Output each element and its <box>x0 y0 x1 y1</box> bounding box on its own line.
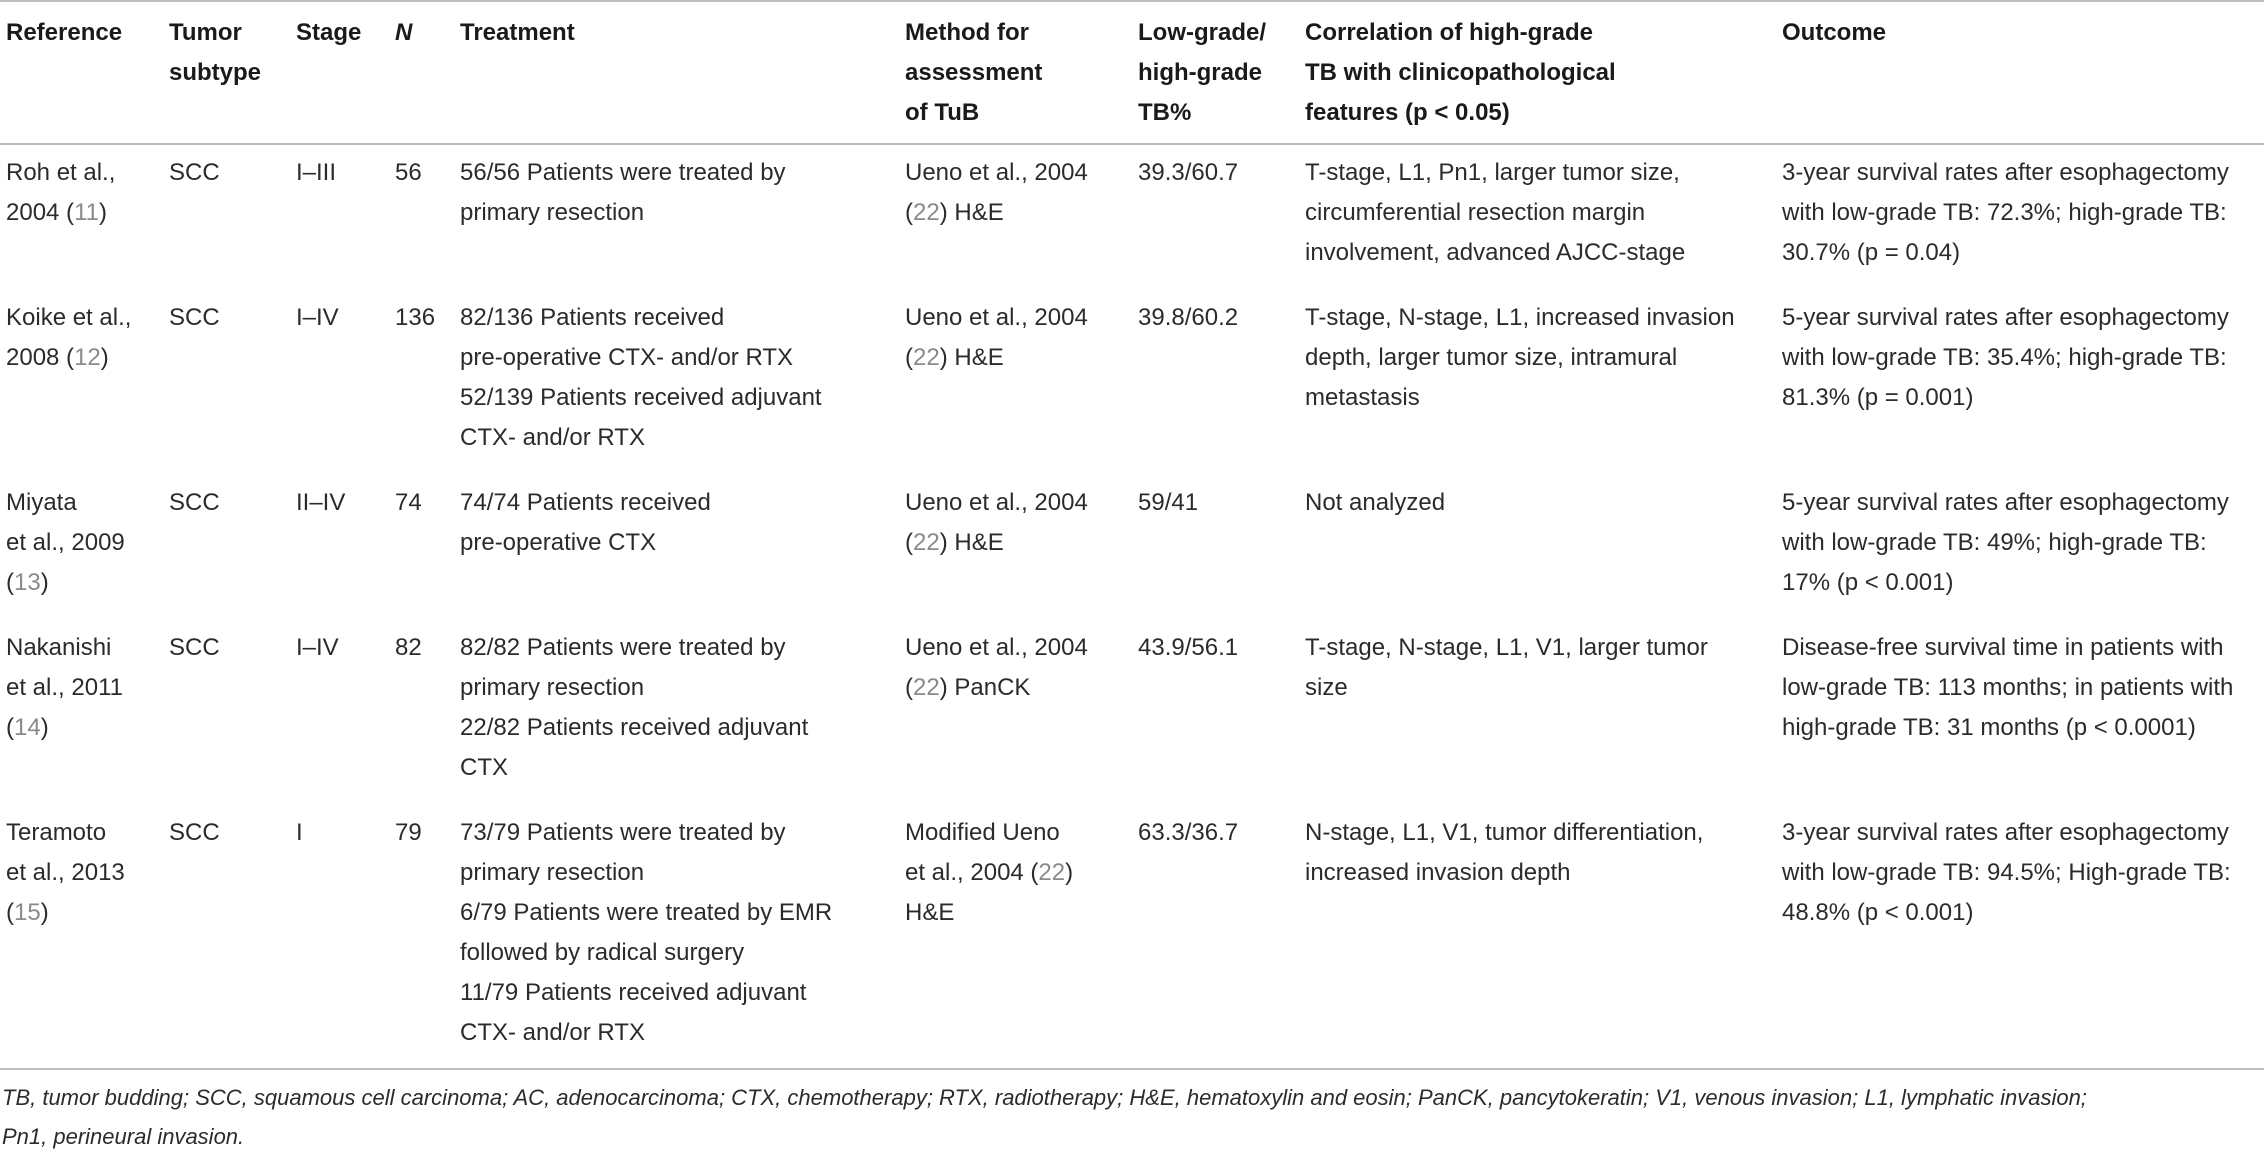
method-suffix: ) H&E <box>939 529 1004 556</box>
table-row <box>0 805 2264 1069</box>
stage-text: I–IV <box>296 634 339 661</box>
cell-n <box>389 805 454 1069</box>
cell-outcome <box>1776 620 2264 805</box>
cell-reference <box>0 475 163 620</box>
low-high-text: 39.3/60.7 <box>1138 159 1239 186</box>
cell-correlation <box>1299 475 1776 620</box>
outcome-line: with low-grade TB: 35.4%; high-grade TB: <box>1782 344 2227 371</box>
reference-line <box>6 708 157 748</box>
reference-text: ( <box>6 899 14 926</box>
treatment-line: pre-operative CTX <box>460 529 657 556</box>
outcome-line: 5-year survival rates after esophagectomy <box>1782 304 2229 331</box>
method-line: Ueno et al., 2004 <box>905 304 1088 331</box>
header-reference-label: Reference <box>6 19 123 46</box>
header-correlation-line: Correlation of high-grade <box>1305 19 1593 46</box>
cell-n <box>389 620 454 805</box>
header-stage <box>290 1 389 144</box>
outcome-line: 3-year survival rates after esophagectomy <box>1782 819 2229 846</box>
stage-text: I <box>296 819 303 846</box>
reference-line: et al., 2011 <box>6 674 123 701</box>
n-text: 82 <box>395 634 422 661</box>
cell-n <box>389 475 454 620</box>
reference-text: ( <box>6 714 14 741</box>
outcome-line: with low-grade TB: 72.3%; high-grade TB: <box>1782 199 2227 226</box>
cell-low-high <box>1132 620 1299 805</box>
reference-line: Nakanishi <box>6 634 112 661</box>
reference-close: ) <box>40 899 49 926</box>
reference-line <box>6 563 157 603</box>
cell-correlation <box>1299 290 1776 475</box>
cell-treatment <box>454 620 899 805</box>
method-line: H&E <box>905 899 955 926</box>
cell-subtype <box>163 290 290 475</box>
outcome-line: 81.3% (p = 0.001) <box>1782 384 1974 411</box>
method-line: (22) H&E <box>905 529 1004 556</box>
outcome-line: 3-year survival rates after esophagectomy <box>1782 159 2229 186</box>
cell-correlation <box>1299 805 1776 1069</box>
stage-text: I–IV <box>296 304 339 331</box>
cell-treatment <box>454 805 899 1069</box>
outcome-line: 5-year survival rates after esophagectomy <box>1782 489 2229 516</box>
cell-stage <box>290 805 389 1069</box>
header-outcome-label: Outcome <box>1782 19 1887 46</box>
subtype-text: SCC <box>169 489 220 516</box>
subtype-text: SCC <box>169 819 220 846</box>
low-high-text: 63.3/36.7 <box>1138 819 1239 846</box>
cell-correlation <box>1299 144 1776 290</box>
method-line: (22) H&E <box>905 199 1004 226</box>
n-text: 74 <box>395 489 422 516</box>
outcome-line: 30.7% (p = 0.04) <box>1782 239 1961 266</box>
correlation-line: increased invasion depth <box>1305 859 1571 886</box>
reference-line: et al., 2013 <box>6 859 125 886</box>
correlation-line: T-stage, L1, Pn1, larger tumor size, <box>1305 159 1680 186</box>
method-line <box>905 853 1126 893</box>
cell-outcome <box>1776 290 2264 475</box>
stage-text: I–III <box>296 159 337 186</box>
citation-number[interactable]: 12 <box>74 344 101 371</box>
header-method-line: of TuB <box>905 99 980 126</box>
cell-reference <box>0 290 163 475</box>
table-row <box>0 290 2264 475</box>
n-text: 79 <box>395 819 422 846</box>
reference-text: 2008 ( <box>6 344 75 371</box>
citation-number[interactable]: 22 <box>913 674 940 701</box>
cell-method <box>899 144 1132 290</box>
method-text: et al., 2004 ( <box>905 859 1039 886</box>
low-high-text: 39.8/60.2 <box>1138 304 1239 331</box>
cell-method <box>899 805 1132 1069</box>
n-text: 56 <box>395 159 422 186</box>
cell-correlation <box>1299 620 1776 805</box>
method-line: Modified Ueno <box>905 819 1060 846</box>
reference-line: et al., 2009 <box>6 529 125 556</box>
correlation-line: T-stage, N-stage, L1, V1, larger tumor <box>1305 634 1708 661</box>
cell-reference <box>0 144 163 290</box>
cell-stage <box>290 475 389 620</box>
treatment-line: 73/79 Patients were treated by <box>460 819 786 846</box>
correlation-line: metastasis <box>1305 384 1420 411</box>
header-method-line: assessment <box>905 59 1043 86</box>
treatment-line: primary resection <box>460 674 645 701</box>
table-header <box>0 1 2264 144</box>
treatment-line: 82/82 Patients were treated by <box>460 634 786 661</box>
stage-text: II–IV <box>296 489 346 516</box>
correlation-line: depth, larger tumor size, intramural <box>1305 344 1678 371</box>
cell-method <box>899 620 1132 805</box>
header-low-high-line: TB% <box>1138 99 1192 126</box>
header-low-high-line: Low-grade/ <box>1138 19 1267 46</box>
footnote-line: TB, tumor budding; SCC, squamous cell carcinoma; AC, adenocarcinoma; CTX, chemotherapy; RTX, radiotherapy; H&E, hematoxylin and eosin; PanCK, pancytokeratin; V1, venous invasion; L1, lymphatic invasion; <box>2 1085 2087 1110</box>
cell-n <box>389 290 454 475</box>
treatment-line: primary resection <box>460 859 645 886</box>
cell-subtype <box>163 475 290 620</box>
header-reference <box>0 1 163 144</box>
outcome-line: 48.8% (p < 0.001) <box>1782 899 1974 926</box>
reference-line: Koike et al., <box>6 304 132 331</box>
citation-number[interactable]: 11 <box>74 199 99 226</box>
header-method <box>899 1 1132 144</box>
reference-close: ) <box>40 714 49 741</box>
footnote-line: Pn1, perineural invasion. <box>2 1124 245 1149</box>
cell-reference <box>0 620 163 805</box>
cell-treatment <box>454 475 899 620</box>
cell-low-high <box>1132 290 1299 475</box>
table-body <box>0 144 2264 1069</box>
header-method-line: Method for <box>905 19 1029 46</box>
method-suffix: ) PanCK <box>939 674 1031 701</box>
citation-number[interactable]: 22 <box>913 529 940 556</box>
method-line: Ueno et al., 2004 <box>905 159 1088 186</box>
reference-line: Roh et al., <box>6 159 116 186</box>
cell-stage <box>290 144 389 290</box>
outcome-line: 17% (p < 0.001) <box>1782 569 1954 596</box>
correlation-line: Not analyzed <box>1305 489 1446 516</box>
citation-number[interactable]: 13 <box>14 569 41 596</box>
header-tumor-subtype <box>163 1 290 144</box>
reference-text: 2004 ( <box>6 199 75 226</box>
header-stage-label: Stage <box>296 19 362 46</box>
treatment-line: 56/56 Patients were treated by <box>460 159 786 186</box>
treatment-line: 74/74 Patients received <box>460 489 711 516</box>
reference-line: Miyata <box>6 489 77 516</box>
treatment-line: CTX- and/or RTX <box>460 424 645 451</box>
treatment-line: primary resection <box>460 199 645 226</box>
cell-low-high <box>1132 805 1299 1069</box>
treatment-line: CTX <box>460 754 508 781</box>
correlation-line: circumferential resection margin <box>1305 199 1646 226</box>
table-row <box>0 475 2264 620</box>
reference-close: ) <box>98 199 107 226</box>
cell-low-high <box>1132 144 1299 290</box>
cell-method <box>899 290 1132 475</box>
cell-outcome <box>1776 144 2264 290</box>
treatment-line: 6/79 Patients were treated by EMR <box>460 899 833 926</box>
header-treatment-label: Treatment <box>460 19 575 46</box>
header-outcome <box>1776 1 2264 144</box>
header-correlation <box>1299 1 1776 144</box>
correlation-line: N-stage, L1, V1, tumor differentiation, <box>1305 819 1704 846</box>
header-n <box>389 1 454 144</box>
cell-outcome <box>1776 475 2264 620</box>
cell-stage <box>290 290 389 475</box>
cell-method <box>899 475 1132 620</box>
cell-outcome <box>1776 805 2264 1069</box>
low-high-text: 43.9/56.1 <box>1138 634 1239 661</box>
reference-text: ( <box>6 569 14 596</box>
table-footnote <box>0 1070 2264 1156</box>
header-n-label: N <box>395 19 413 46</box>
citation-number[interactable]: 22 <box>1038 859 1066 886</box>
outcome-line: low-grade TB: 113 months; in patients with <box>1782 674 2234 701</box>
cell-n <box>389 144 454 290</box>
method-line: Ueno et al., 2004 <box>905 489 1088 516</box>
correlation-line: involvement, advanced AJCC-stage <box>1305 239 1686 266</box>
treatment-line: CTX- and/or RTX <box>460 1019 645 1046</box>
outcome-line: with low-grade TB: 49%; high-grade TB: <box>1782 529 2207 556</box>
cell-reference <box>0 805 163 1069</box>
header-correlation-line: features (p < 0.05) <box>1305 99 1510 126</box>
method-line: Ueno et al., 2004 <box>905 634 1088 661</box>
treatment-line: followed by radical surgery <box>460 939 745 966</box>
method-suffix: ) H&E <box>939 199 1004 226</box>
header-treatment <box>454 1 899 144</box>
header-low-high <box>1132 1 1299 144</box>
citation-number[interactable]: 22 <box>913 344 940 371</box>
correlation-line: size <box>1305 674 1348 701</box>
cell-low-high <box>1132 475 1299 620</box>
reference-line <box>6 338 157 378</box>
subtype-text: SCC <box>169 159 220 186</box>
cell-subtype <box>163 620 290 805</box>
cell-stage <box>290 620 389 805</box>
table-row <box>0 144 2264 290</box>
cell-subtype <box>163 805 290 1069</box>
citation-number[interactable]: 14 <box>14 714 41 741</box>
cell-treatment <box>454 144 899 290</box>
reference-line <box>6 193 157 233</box>
header-row <box>0 1 2264 144</box>
treatment-line: 11/79 Patients received adjuvant <box>460 979 807 1006</box>
method-line: (22) H&E <box>905 344 1004 371</box>
low-high-text: 59/41 <box>1138 489 1199 516</box>
method-suffix: ) H&E <box>939 344 1004 371</box>
subtype-text: SCC <box>169 634 220 661</box>
citation-number[interactable]: 15 <box>14 899 41 926</box>
citation-number[interactable]: 22 <box>913 199 940 226</box>
treatment-line: 52/139 Patients received adjuvant <box>460 384 822 411</box>
treatment-line: pre-operative CTX- and/or RTX <box>460 344 794 371</box>
table-row <box>0 620 2264 805</box>
reference-line <box>6 893 157 933</box>
method-suffix: ) <box>1065 859 1074 886</box>
subtype-text: SCC <box>169 304 220 331</box>
treatment-line: 22/82 Patients received adjuvant <box>460 714 809 741</box>
outcome-line: with low-grade TB: 94.5%; High-grade TB: <box>1782 859 2231 886</box>
treatment-line: 82/136 Patients received <box>460 304 725 331</box>
cell-subtype <box>163 144 290 290</box>
correlation-line: T-stage, N-stage, L1, increased invasion <box>1305 304 1735 331</box>
reference-close: ) <box>40 569 49 596</box>
header-tumor-subtype-line: subtype <box>169 59 262 86</box>
outcome-line: Disease-free survival time in patients with <box>1782 634 2224 661</box>
header-tumor-subtype-line: Tumor <box>169 19 242 46</box>
outcome-line: high-grade TB: 31 months (p < 0.0001) <box>1782 714 2196 741</box>
n-text: 136 <box>395 304 436 331</box>
reference-line: Teramoto <box>6 819 107 846</box>
cell-treatment <box>454 290 899 475</box>
header-correlation-line: TB with clinicopathological <box>1305 59 1616 86</box>
reference-close: ) <box>100 344 109 371</box>
header-low-high-line: high-grade <box>1138 59 1262 86</box>
method-line: (22) PanCK <box>905 674 1031 701</box>
